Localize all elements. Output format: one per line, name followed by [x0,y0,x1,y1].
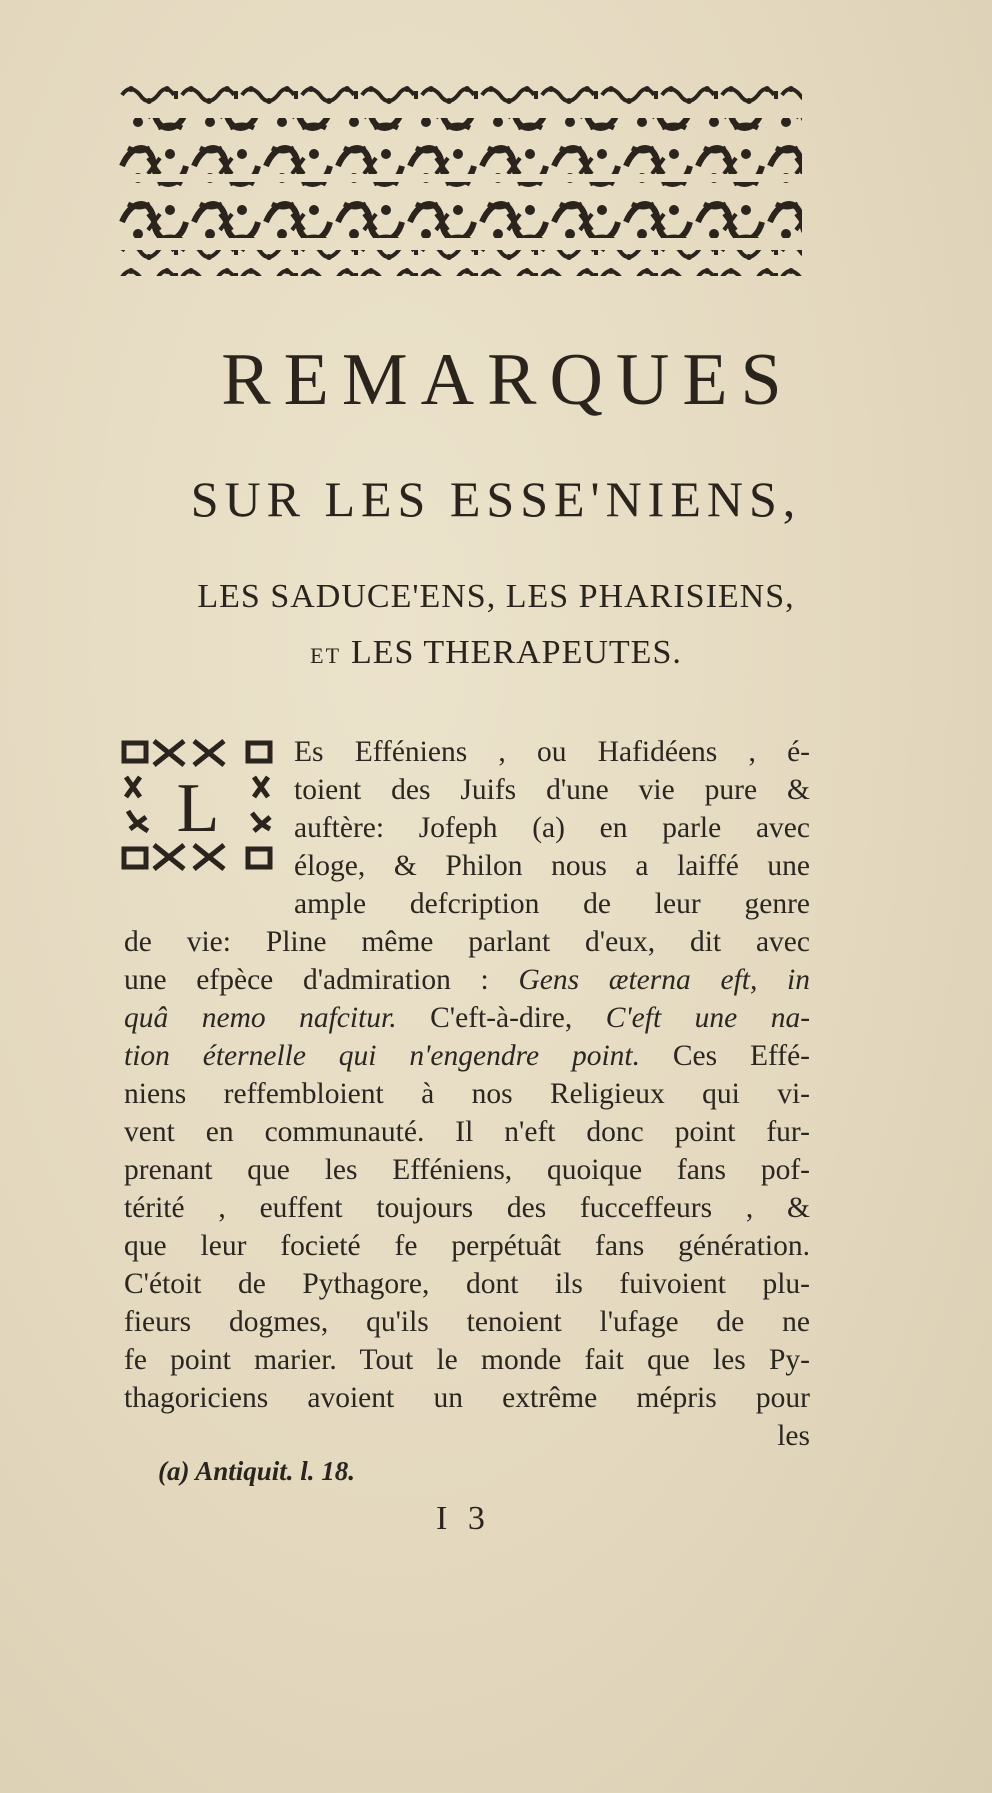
page-title: REMARQUES [221,339,795,421]
text-line: vent en communauté. Il n'eft donc point fur- [124,1116,810,1148]
text-line: toient des Juifs d'une vie pure & [294,774,810,806]
italic-translation: C'eft une na- [605,1002,811,1034]
subtitle-line-4-rest: LES THERAPEUTES. [351,634,682,671]
et-word: ET [310,643,342,668]
text-segment: C'eft-à-dire, [430,1002,573,1034]
catchword: les [777,1420,810,1452]
footnote: (a) Antiquit. l. 18. [158,1456,356,1486]
signature-mark: I 3 [436,1500,491,1537]
text-line: de vie: Pline même parlant d'eux, dit avec [124,926,810,958]
italic-quote: quâ nemo nafcitur. [124,1002,397,1034]
text-line: niens reffembloient à nos Religieux qui vi- [124,1078,810,1110]
text-line: éloge, & Philon nous a laiffé une [294,850,810,882]
ornamental-headpiece [118,82,802,296]
text-line: C'étoit de Pythagore, dont ils fuivoient plu- [124,1268,810,1300]
text-segment: Ces Effé- [672,1040,810,1072]
text-line: prenant que les Efféniens, quoique fans pof- [124,1154,810,1186]
text-line: ample defcription de leur genre [294,888,810,920]
italic-translation: tion éternelle qui n'engendre point. [124,1040,640,1072]
text-line: que leur focieté fe perpétuât fans génération. [124,1230,810,1262]
page-subtitle: SUR LES ESSE'NIENS, [190,471,802,527]
text-line: térité , euffent toujours des fucceffeurs , & [124,1192,810,1224]
text-segment: une efpèce d'admiration : [124,964,489,996]
subtitle-line-3: LES SADUCE'ENS, LES PHARISIENS, [197,578,795,615]
text-line [124,999,810,1037]
text-line: fe point marier. Tout le monde fait que les Py- [124,1344,810,1376]
subtitle-line-4 [0,634,992,672]
text-line: Es Efféniens , ou Hafidéens , é- [294,736,810,768]
drop-cap-letter: L [176,770,220,847]
text-line: auftère: Jofeph (a) en parle avec [294,812,810,844]
text-line [124,1037,810,1075]
headpiece-ornament-svg [118,82,802,296]
body-text-indented [124,733,810,923]
italic-quote: Gens æterna eft, in [518,964,810,996]
text-line: thagoriciens avoient un extrême mépris pour [124,1382,810,1414]
text-line: fieurs dogmes, qu'ils tenoient l'ufage de ne [124,1306,810,1338]
body-text [124,923,810,1455]
text-line [124,961,810,999]
